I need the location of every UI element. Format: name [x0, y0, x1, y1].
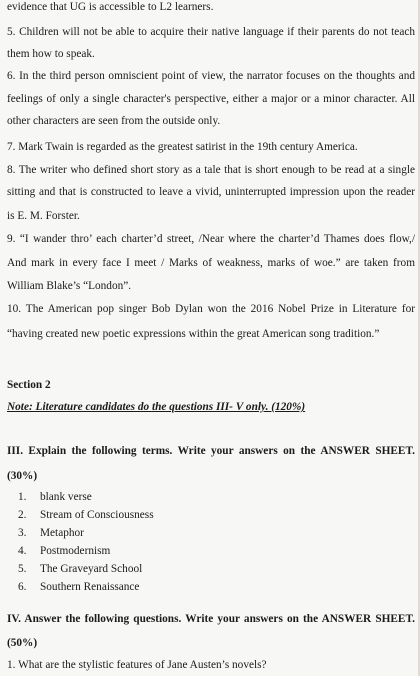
statement-6-line-1: 6. In the third person omniscient point of view, the narrator focuses on the thoughts and	[7, 70, 415, 82]
statement-6-line-2: feelings of only a single character's perspective, either a major or a minor character. All	[7, 93, 415, 105]
statement-6-line-3: other characters are seen from the outside only.	[7, 115, 221, 127]
statement-5-line-1: 5. Children will not be able to acquire their native language if their parents do not teach	[7, 26, 415, 38]
statement-8-line-1: 8. The writer who defined short story as a tale that is short enough to be read at a single	[7, 164, 415, 176]
part-4-percent: (50%)	[7, 637, 38, 649]
term-item: 2. Stream of Consciousness	[18, 509, 154, 521]
part-3-heading: III. Explain the following terms. Write your answers on the ANSWER SHEET.	[7, 445, 415, 457]
term-item: 6. Southern Renaissance	[18, 581, 140, 593]
statement-9-line-3: William Blake’s “London”.	[7, 280, 132, 292]
statement-5-line-2: them how to speak.	[7, 48, 95, 60]
statement-9-line-1: 9. “I wander thro’ each charter’d street, /Near where the charter’d Thames does flow,/	[7, 233, 415, 245]
term-item: 1. blank verse	[18, 491, 92, 503]
statement-9-line-2: And mark in every face I meet / Marks of weakness, marks of woe.” are taken from	[7, 257, 415, 269]
section-2-title: Section 2	[7, 379, 51, 391]
statement-8-line-2: sitting and that is constructed to leave a vivid, uninterrupted impression upon the reader	[7, 186, 415, 198]
statement-10-line-2: “having created new poetic expressions within the great American song tradition.”	[7, 328, 380, 340]
section-2-note: Note: Literature candidates do the questions III- V only. (120%)	[7, 401, 306, 413]
part-4-heading: IV. Answer the following questions. Write your answers on the ANSWER SHEET.	[7, 613, 415, 625]
previous-statement-fragment: evidence that UG is accessible to L2 learners.	[7, 1, 214, 13]
statement-10-line-1: 10. The American pop singer Bob Dylan won the 2016 Nobel Prize in Literature for	[7, 303, 415, 315]
statement-7-line-1: 7. Mark Twain is regarded as the greatest satirist in the 19th century America.	[7, 141, 358, 153]
term-item: 3. Metaphor	[18, 527, 84, 539]
term-item: 5. The Graveyard School	[18, 563, 143, 575]
term-item: 4. Postmodernism	[18, 545, 111, 557]
part-3-percent: (30%)	[7, 470, 38, 482]
question-item: 1. What are the stylistic features of Jane Austen’s novels?	[7, 659, 267, 671]
statement-8-line-3: is E. M. Forster.	[7, 210, 80, 222]
